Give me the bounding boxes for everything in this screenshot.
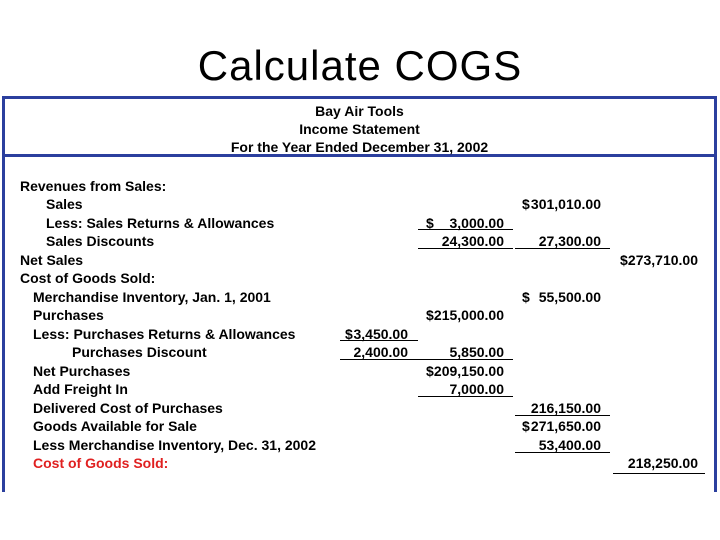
- statement-row-cogs: [5, 455, 714, 473]
- amount: 271,650.00: [530, 418, 601, 434]
- income-statement-frame: [2, 96, 717, 492]
- amount: 53,400.00: [538, 437, 601, 453]
- row-label: Add Freight In: [33, 381, 128, 397]
- dollar-sign: $: [426, 363, 434, 379]
- row-label: Purchases Discount: [72, 344, 207, 360]
- underline: [340, 340, 418, 341]
- dollar-sign: $: [522, 418, 530, 434]
- underline: [515, 415, 610, 416]
- row-label: Net Purchases: [33, 363, 131, 379]
- underline: [613, 473, 705, 474]
- statement-row: [5, 270, 714, 288]
- row-label: Cost of Goods Sold:: [33, 455, 169, 471]
- slide-title: Calculate COGS: [197, 42, 523, 89]
- amount: 7,000.00: [449, 381, 504, 397]
- statement-row: [5, 307, 714, 325]
- underline: [418, 359, 513, 360]
- statement-row: [5, 289, 714, 307]
- amount: 216,150.00: [530, 400, 601, 416]
- amount: 215,000.00: [433, 307, 504, 323]
- dollar-sign: $: [345, 326, 353, 342]
- statement-row: [5, 196, 714, 214]
- amount: 273,710.00: [627, 252, 698, 268]
- amount: 24,300.00: [441, 233, 504, 249]
- row-label: Sales: [46, 196, 83, 212]
- dollar-sign: $: [522, 289, 530, 305]
- amount: 27,300.00: [538, 233, 601, 249]
- amount: 55,500.00: [538, 289, 601, 305]
- row-label: Less: Purchases Returns & Allowances: [33, 326, 296, 342]
- statement-row: [5, 326, 714, 344]
- row-label: Cost of Goods Sold:: [20, 270, 156, 286]
- statement-name: Income Statement: [299, 121, 420, 137]
- amount: 218,250.00: [627, 455, 698, 471]
- row-label: Less: Sales Returns & Allowances: [46, 215, 275, 231]
- underline: [515, 452, 610, 453]
- statement-row: [5, 363, 714, 381]
- underline: [515, 248, 610, 249]
- amount: 3,450.00: [353, 326, 408, 342]
- amount: 5,850.00: [449, 344, 504, 360]
- underline: [340, 359, 418, 360]
- row-label: Sales Discounts: [46, 233, 155, 249]
- row-label: Less Merchandise Inventory, Dec. 31, 2002: [33, 437, 316, 453]
- statement-row: [5, 252, 714, 270]
- company-name: Bay Air Tools: [315, 103, 404, 119]
- underline: [418, 396, 513, 397]
- row-label: Delivered Cost of Purchases: [33, 400, 223, 416]
- amount: 209,150.00: [433, 363, 504, 379]
- row-label: Purchases: [33, 307, 104, 323]
- dollar-sign: $: [620, 252, 628, 268]
- statement-row: [5, 215, 714, 233]
- row-label: Merchandise Inventory, Jan. 1, 2001: [33, 289, 271, 305]
- row-label: Net Sales: [20, 252, 84, 268]
- statement-row: [5, 381, 714, 399]
- statement-header: [5, 99, 714, 157]
- dollar-sign: $: [426, 307, 434, 323]
- row-label: Revenues from Sales:: [20, 178, 167, 194]
- statement-row: [5, 178, 714, 196]
- amount: 3,000.00: [449, 215, 504, 231]
- amount: 301,010.00: [530, 196, 601, 212]
- dollar-sign: $: [522, 196, 530, 212]
- amount: 2,400.00: [353, 344, 408, 360]
- underline: [418, 229, 513, 230]
- row-label: Goods Available for Sale: [33, 418, 197, 434]
- statement-row: [5, 418, 714, 436]
- dollar-sign: $: [426, 215, 434, 231]
- statement-period: For the Year Ended December 31, 2002: [230, 139, 489, 155]
- underline: [418, 248, 513, 249]
